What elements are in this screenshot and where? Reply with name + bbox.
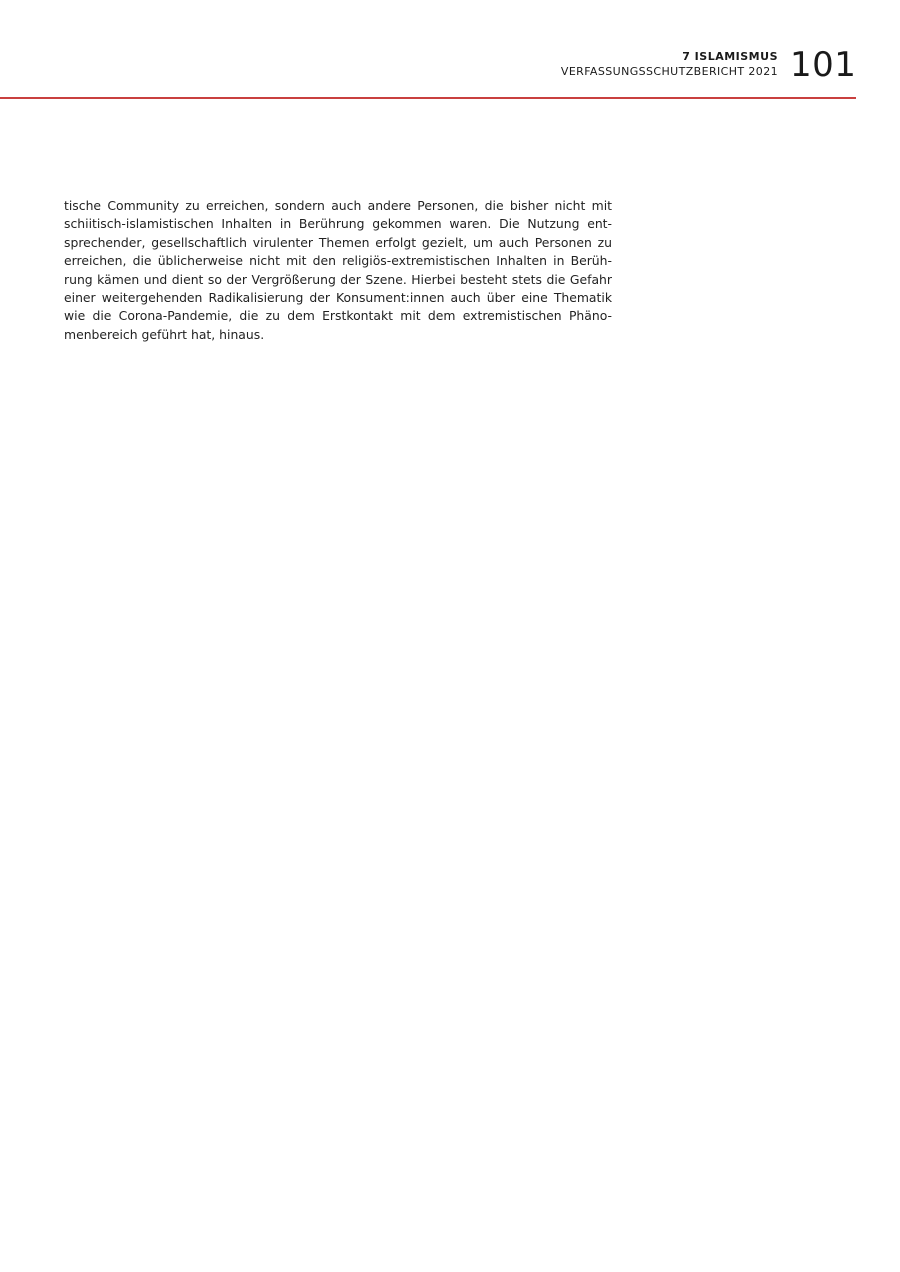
running-header bbox=[561, 50, 778, 79]
header-rule bbox=[0, 97, 856, 99]
paragraph-line: sprechender, gesellschaftlich virulenter Themen erfolgt gezielt, um auch Personen zu bbox=[64, 234, 612, 250]
paragraph-line: erreichen, die üblicherweise nicht mit den religiös-extremistischen Inhalten in Berüh- bbox=[64, 253, 612, 269]
body-paragraph bbox=[64, 197, 612, 344]
chapter-title: 7 ISLAMISMUS bbox=[682, 50, 778, 63]
paragraph-line: einer weitergehenden Radikalisierung der Konsument:innen auch über eine Thematik bbox=[64, 290, 612, 306]
page-number: 101 bbox=[790, 45, 857, 85]
paragraph-line: schiitisch-islamistischen Inhalten in Berührung gekommen waren. Die Nutzung ent- bbox=[64, 216, 612, 232]
paragraph-line: tische Community zu erreichen, sondern auch andere Personen, die bisher nicht mit bbox=[64, 198, 612, 213]
report-title: VERFASSUNGSSCHUTZBERICHT 2021 bbox=[560, 65, 778, 78]
paragraph-line: menbereich geführt hat, hinaus. bbox=[64, 326, 265, 342]
page-header bbox=[0, 0, 900, 100]
paragraph-line: wie die Corona-Pandemie, die zu dem Erstkontakt mit dem extremistischen Phäno- bbox=[64, 308, 612, 324]
paragraph-line: rung kämen und dient so der Vergrößerung der Szene. Hierbei besteht stets die Gefahr bbox=[64, 271, 612, 287]
